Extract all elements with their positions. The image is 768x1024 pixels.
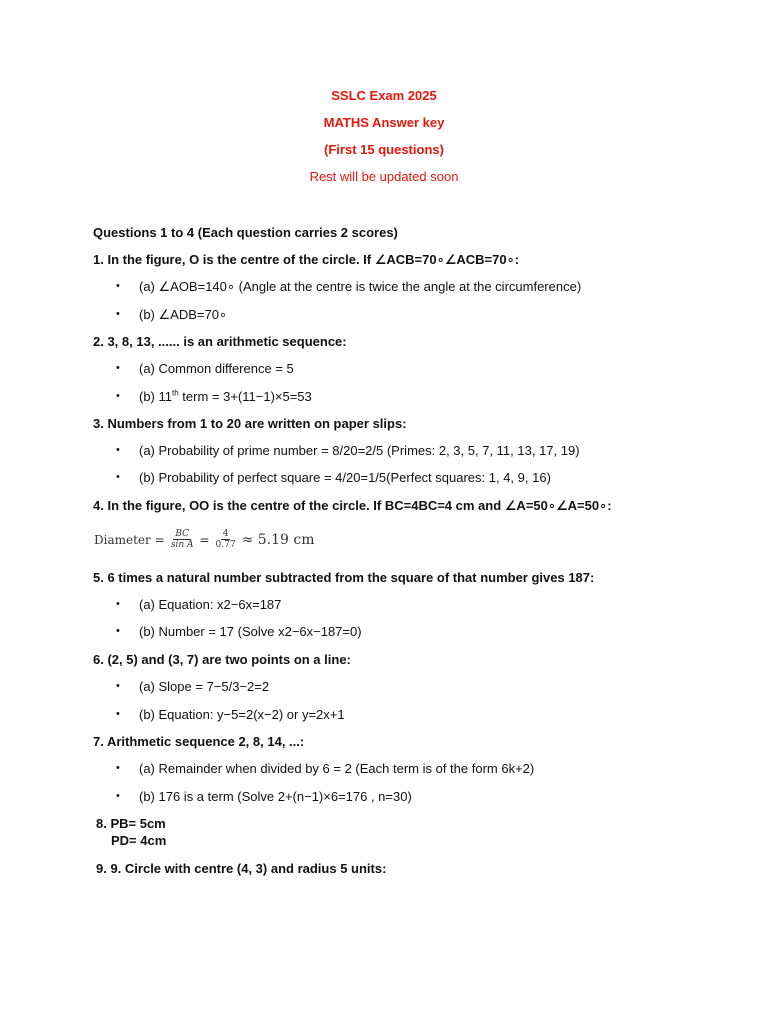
bullet: •: [116, 598, 120, 610]
question-1: 1. In the figure, O is the centre of the circle. If ∠ACB=70∘∠ACB=70∘:: [93, 252, 520, 267]
bullet: •: [116, 762, 120, 774]
question-7: 7. Arithmetic sequence 2, 8, 14, ...:: [93, 734, 305, 749]
update-note: Rest will be updated soon: [309, 169, 459, 184]
fraction-denominator: 0.77: [215, 540, 236, 550]
formula-label: Diameter: [94, 532, 151, 547]
question-8-line2: PD= 4cm: [111, 833, 167, 848]
question-6: 6. (2, 5) and (3, 7) are two points on a line:: [93, 652, 351, 667]
answer-5b: (b) Number = 17 (Solve x2−6x−187=0): [139, 624, 362, 639]
bullet: •: [116, 390, 120, 402]
subtitle: (First 15 questions): [324, 142, 444, 157]
bullet: •: [116, 680, 120, 692]
answer-key-title: MATHS Answer key: [323, 115, 445, 130]
fraction-bc-sina: [169, 529, 196, 550]
formula-equals: =: [199, 532, 210, 547]
answer-6b: (b) Equation: y−5=2(x−2) or y=2x+1: [139, 707, 345, 722]
bullet: •: [116, 471, 120, 483]
answer-2b: (b) 11th term = 3+(11−1)×5=53: [139, 388, 312, 404]
answer-7a: (a) Remainder when divided by 6 = 2 (Each term is of the form 6k+2): [139, 761, 535, 776]
question-9: 9. 9. Circle with centre (4, 3) and radius 5 units:: [96, 861, 387, 876]
answer-1a: (a) ∠AOB=140∘ (Angle at the centre is twice the angle at the circumference): [139, 279, 582, 294]
answer-1b: (b) ∠ADB=70∘: [139, 307, 228, 322]
answer-2a: (a) Common difference = 5: [139, 361, 294, 376]
bullet: •: [116, 708, 120, 720]
answer-3b: (b) Probability of perfect square = 4/20=1/5(Perfect squares: 1, 4, 9, 16): [139, 470, 551, 485]
question-4: 4. In the figure, OO is the centre of the circle. If BC=4BC=4 cm and ∠A=50∘∠A=50∘:: [93, 498, 612, 513]
bullet: •: [116, 790, 120, 802]
bullet: •: [116, 444, 120, 456]
fraction-numerator: 4: [222, 529, 229, 539]
bullet: •: [116, 280, 120, 292]
question-3: 3. Numbers from 1 to 20 are written on paper slips:: [93, 416, 407, 431]
bullet: •: [116, 625, 120, 637]
bullet: •: [116, 308, 120, 320]
answer-5a: (a) Equation: x2−6x=187: [139, 597, 282, 612]
answer-7b: (b) 176 is a term (Solve 2+(n−1)×6=176 , n=30): [139, 789, 412, 804]
question-8: 8. PB= 5cm: [96, 816, 166, 831]
answer-6a: (a) Slope = 7−5/3−2=2: [139, 679, 270, 694]
question-2: 2. 3, 8, 13, ...... is an arithmetic sequence:: [93, 334, 347, 349]
formula-result: ≈ 5.19 cm: [241, 531, 315, 548]
fraction-denominator: sin A: [170, 540, 194, 550]
answer-3a: (a) Probability of prime number = 8/20=2/5 (Primes: 2, 3, 5, 7, 11, 13, 17, 19): [139, 443, 580, 458]
fraction-numerator: BC: [175, 529, 189, 539]
section-title: Questions 1 to 4 (Each question carries 2 scores): [93, 225, 398, 240]
formula-equals: =: [154, 532, 165, 547]
question-5: 5. 6 times a natural number subtracted from the square of that number gives 187:: [93, 570, 595, 585]
fraction-values: [214, 529, 238, 550]
exam-title: SSLC Exam 2025: [331, 88, 437, 103]
bullet: •: [116, 362, 120, 374]
diameter-formula: [94, 529, 315, 550]
